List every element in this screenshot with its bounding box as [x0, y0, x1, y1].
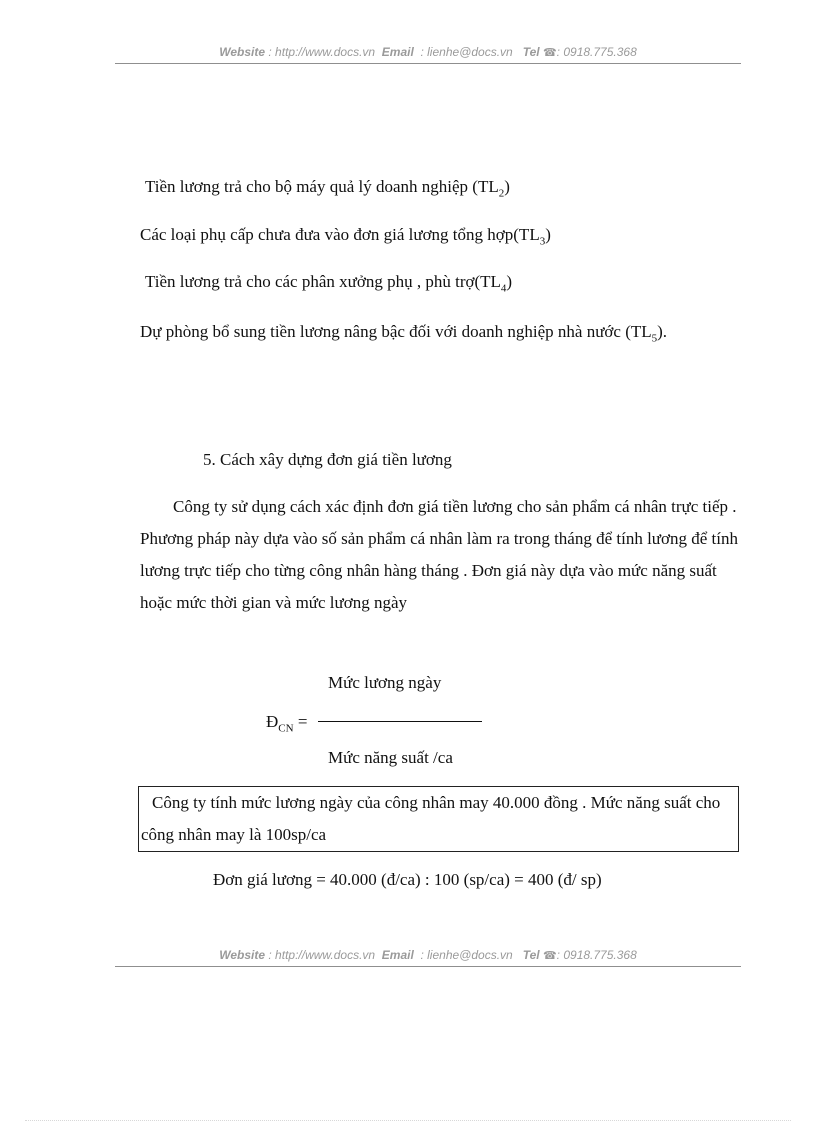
- email-label: Email: [381, 45, 414, 59]
- page-header: [115, 44, 741, 64]
- body-line-2: Các loại phụ cấp chưa đưa vào đơn giá lương tổng $hợp(TL_3)$: [140, 225, 551, 248]
- result-line: Đơn giá lương = 40.000 (đ/ca) : 100 (sp/ca) = 400 (đ/ sp): [213, 870, 602, 889]
- page-bottom-divider: [25, 1120, 791, 1121]
- tel-value: : 0918.775.368: [556, 948, 637, 962]
- phone-icon: ☎: [542, 47, 557, 59]
- body-line-3: Tiền lương trả cho các phân xưởng phụ , phù $trợ(TL_4)$: [145, 272, 513, 295]
- formula-denominator: Mức năng suất /ca: [328, 748, 453, 767]
- website-label: Website: [219, 45, 266, 59]
- body-paragraph: Công ty sử dụng cách xác định đơn giá tiền lương cho sản phẩm cá nhân trực tiếp . Phương pháp này dựa vào số sản phẩm cá nhân làm ra trong tháng để tính lương để tính lương trực tiếp cho từng công nhân hàng tháng . Đơn giá này dựa vào mức năng suất hoặc mức thời gian và mức lương ngày: [140, 497, 738, 612]
- body-line-1: Tiền lương trả cho bộ máy quả lý doanh nghiệp $(TL_2)$: [145, 177, 510, 200]
- tel-value: : 0918.775.368: [556, 45, 637, 59]
- email-label: Email: [381, 948, 414, 962]
- tel-label: Tel: [522, 948, 540, 962]
- example-text: Công ty tính mức lương ngày của công nhân may 40.000 đồng . Mức năng suất cho công nhân may là 100sp/ca: [141, 793, 721, 844]
- website-value: : http://www.docs.vn: [268, 45, 376, 59]
- body-line-4: Dự phòng bổ sung tiền lương nâng bậc đối với doanh nghiệp nhà nước $(TL_5)$.: [140, 322, 668, 345]
- section-heading: 5. Cách xây dựng đơn giá tiền lương: [203, 450, 452, 469]
- email-value: : lienhe@docs.vn: [420, 948, 513, 962]
- footer-rule: [115, 966, 741, 967]
- formula-numerator: Mức lương ngày: [328, 673, 442, 692]
- header-rule: [115, 63, 741, 64]
- fraction-line: [318, 721, 482, 722]
- formula-lhs: $Đ_{CN}$ =: [266, 712, 308, 735]
- website-label: Website: [219, 948, 266, 962]
- tel-label: Tel: [522, 45, 540, 59]
- email-value: : lienhe@docs.vn: [420, 45, 513, 59]
- website-value: : http://www.docs.vn: [268, 948, 376, 962]
- example-box: [138, 786, 739, 852]
- page-footer: [115, 947, 741, 967]
- phone-icon: ☎: [542, 950, 557, 962]
